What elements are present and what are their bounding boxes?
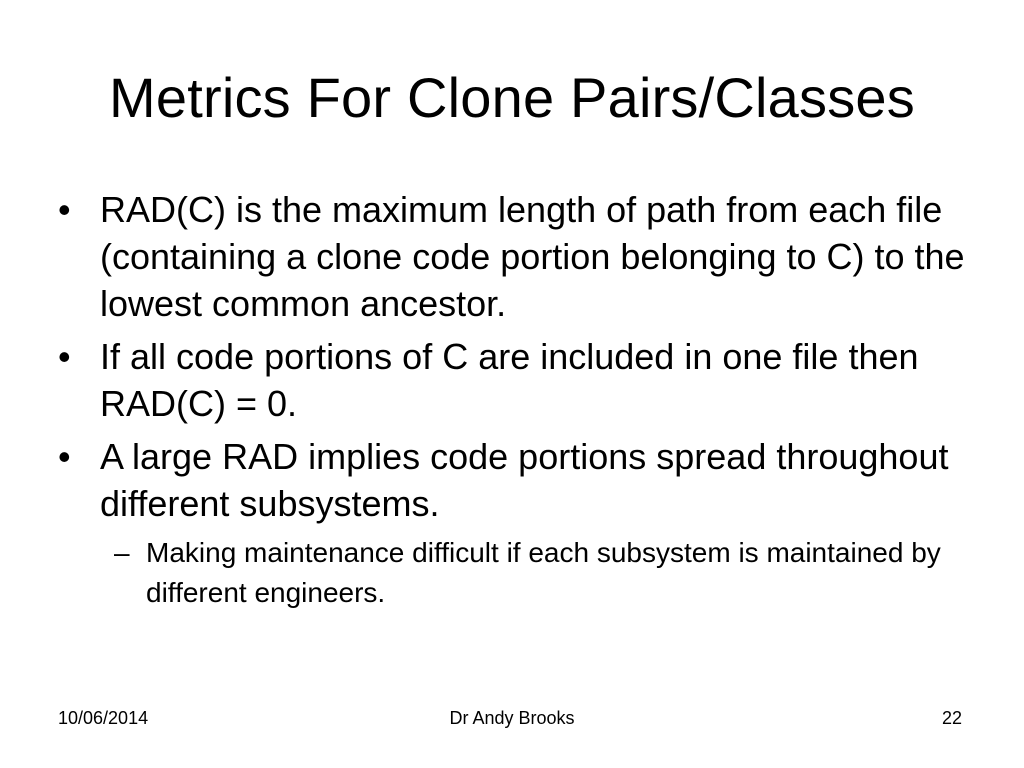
footer-page-number: 22 <box>941 708 962 728</box>
slide-title: Metrics For Clone Pairs/Classes <box>109 66 915 129</box>
footer-date: 10/06/2014 <box>58 708 149 728</box>
bullet-icon: • <box>58 336 71 377</box>
bullet-text: RAD(C) is the maximum length of path from each file (containing a clone code portion belonging to C) to the lowest common ancestor. <box>100 189 965 324</box>
sub-bullet-item <box>58 533 988 613</box>
bullet-text: If all code portions of C are included in one file then RAD(C) = 0. <box>100 336 919 424</box>
bullet-item <box>58 333 988 427</box>
dash-icon: – <box>114 537 130 568</box>
bullet-icon: • <box>58 436 71 477</box>
bullet-text: A large RAD implies code portions spread throughout different subsystems. <box>100 436 949 524</box>
bullet-item <box>58 186 988 327</box>
bullet-icon: • <box>58 189 71 230</box>
bullet-item <box>58 433 988 527</box>
bullet-list <box>58 186 988 613</box>
sub-bullet-text: Making maintenance difficult if each subsystem is maintained by different engineers. <box>146 537 941 608</box>
footer-author: Dr Andy Brooks <box>449 708 575 728</box>
